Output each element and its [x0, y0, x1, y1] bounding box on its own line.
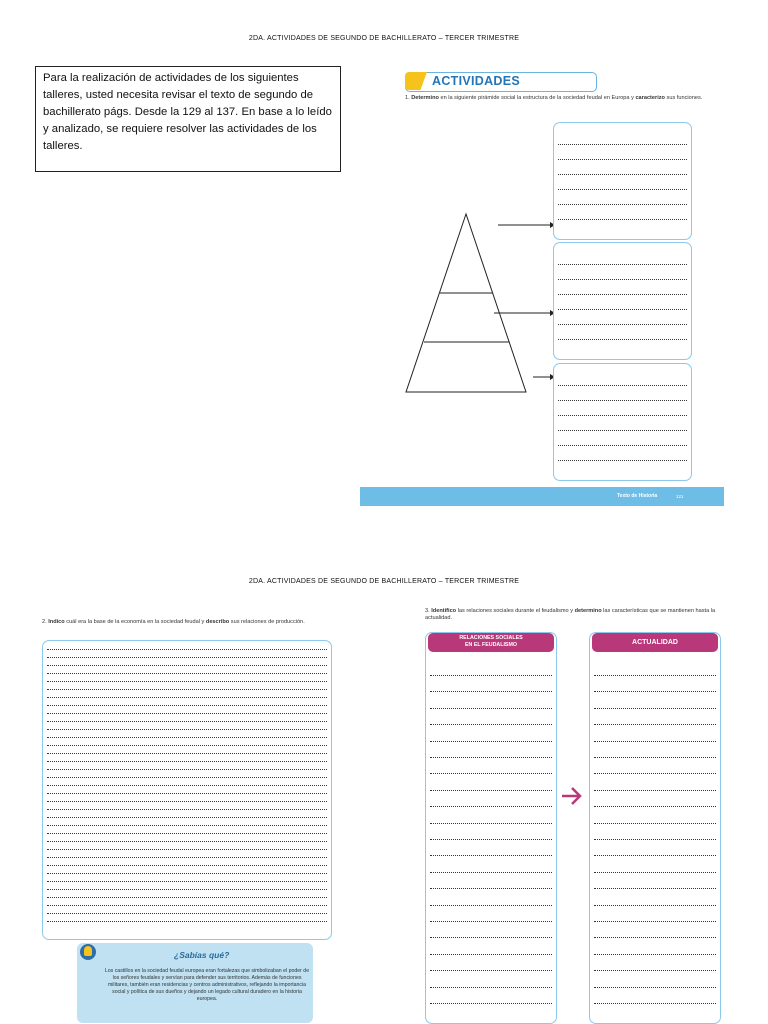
writing-line [594, 954, 716, 955]
writing-line [594, 839, 716, 840]
feudal-pyramid [400, 210, 560, 400]
feudal-relations-header [428, 633, 554, 652]
writing-line [594, 970, 716, 971]
present-day-header: ACTUALIDAD [592, 633, 718, 652]
writing-line [47, 905, 327, 906]
did-you-know-text: Los castillos en la sociedad feudal europea eran fortalezas que simbolizaban el poder de los señores feudales y servían para defender sus territorios. Además de funciones militares, también eran residencias y centros administrativos, reflejando la importancia social y política de sus dueños y dejando un legado cultural duradero en la historia europea. [104, 968, 310, 1002]
writing-line [47, 865, 327, 866]
writing-line [47, 841, 327, 842]
writing-line [47, 689, 327, 690]
answer-box-bottom[interactable] [553, 363, 692, 481]
writing-line [47, 777, 327, 778]
page2-header: 2DA. ACTIVIDADES DE SEGUNDO DE BACHILLERATO – TERCER TRIMESTRE [248, 578, 520, 585]
writing-line [47, 737, 327, 738]
q2-text-1: cuál era la base de la economía en la sociedad feudal y [64, 619, 206, 625]
writing-line [47, 657, 327, 658]
writing-line [430, 757, 552, 758]
writing-line [47, 681, 327, 682]
question-2 [42, 619, 334, 626]
writing-line [47, 849, 327, 850]
writing-line [430, 1003, 552, 1004]
writing-line [47, 649, 327, 650]
writing-line [47, 873, 327, 874]
writing-line [430, 970, 552, 971]
q2-answer-box[interactable] [42, 640, 332, 940]
did-you-know-title: ¿Sabías qué? [174, 950, 230, 960]
writing-line [430, 708, 552, 709]
activities-title: ACTIVIDADES [432, 74, 521, 88]
writing-line [47, 857, 327, 858]
writing-line [47, 721, 327, 722]
writing-line [430, 839, 552, 840]
writing-line [47, 889, 327, 890]
question-1 [405, 95, 705, 102]
writing-line [47, 921, 327, 922]
answer-box-top[interactable] [553, 122, 692, 240]
writing-line [47, 713, 327, 714]
writing-line [594, 937, 716, 938]
q3-number: 3. [425, 608, 430, 614]
writing-line [47, 753, 327, 754]
writing-line [594, 823, 716, 824]
feudal-relations-column[interactable] [425, 632, 557, 1024]
q1-number: 1. [405, 95, 410, 101]
writing-line [594, 773, 716, 774]
writing-line [47, 833, 327, 834]
writing-line [594, 741, 716, 742]
q2-verb-1: Indico [48, 619, 65, 625]
writing-line [47, 729, 327, 730]
writing-line [594, 724, 716, 725]
writing-line [47, 697, 327, 698]
writing-line [430, 691, 552, 692]
feudal-relations-header-line1: RELACIONES SOCIALES [459, 635, 523, 641]
writing-line [47, 761, 327, 762]
writing-line [430, 675, 552, 676]
q2-text-2: sus relaciones de producción. [229, 619, 305, 625]
writing-line [47, 745, 327, 746]
writing-line [594, 987, 716, 988]
writing-line [430, 773, 552, 774]
writing-line [430, 987, 552, 988]
q1-text-2: sus funciones. [664, 95, 703, 101]
footer-page-number: 121 [676, 494, 684, 499]
writing-line [430, 724, 552, 725]
writing-line [594, 675, 716, 676]
right-arrow-icon [560, 785, 584, 807]
writing-line [594, 691, 716, 692]
writing-line [47, 705, 327, 706]
writing-line [47, 897, 327, 898]
writing-line [430, 905, 552, 906]
writing-line [430, 954, 552, 955]
q1-verb-2: caracterizo [635, 95, 665, 101]
writing-line [594, 905, 716, 906]
writing-line [47, 817, 327, 818]
writing-line [430, 888, 552, 889]
writing-line [430, 790, 552, 791]
pyramid-outline [406, 214, 526, 392]
writing-line [430, 806, 552, 807]
footer-book-title: Texto de Historia [617, 493, 658, 499]
writing-line [47, 913, 327, 914]
q3-verb-2: determino [574, 608, 602, 614]
writing-line [594, 708, 716, 709]
writing-line [430, 921, 552, 922]
writing-line [47, 793, 327, 794]
writing-line [430, 872, 552, 873]
writing-line [430, 741, 552, 742]
writing-line [594, 806, 716, 807]
writing-line [594, 790, 716, 791]
writing-line [594, 757, 716, 758]
page1-header: 2DA. ACTIVIDADES DE SEGUNDO DE BACHILLERATO – TERCER TRIMESTRE [248, 35, 520, 42]
writing-line [594, 921, 716, 922]
writing-line [47, 673, 327, 674]
q3-verb-1: Identifico [431, 608, 457, 614]
page1-footer-bar [360, 487, 724, 506]
writing-line [430, 937, 552, 938]
writing-line [47, 665, 327, 666]
writing-line [47, 785, 327, 786]
writing-line [47, 769, 327, 770]
writing-line [430, 823, 552, 824]
lightbulb-icon-glass [84, 946, 92, 956]
writing-line [47, 801, 327, 802]
q3-text-2: las características que se mantienen hasta la actualidad. [425, 608, 716, 621]
writing-line [594, 855, 716, 856]
writing-line [594, 888, 716, 889]
feudal-relations-header-line2: EN EL FEUDALISMO [465, 642, 517, 648]
q1-verb-1: Determino [411, 95, 439, 101]
writing-line [47, 809, 327, 810]
writing-line [430, 855, 552, 856]
writing-line [594, 1003, 716, 1004]
question-3 [425, 608, 725, 622]
q2-number: 2. [42, 619, 47, 625]
q1-text-1: en la siguiente pirámide social la estructura de la sociedad feudal en Europa y [438, 95, 636, 101]
intro-instructions: Para la realización de actividades de los siguientes talleres, usted necesita revisar el texto de segundo de bachillerato págs. Desde la 129 al 137. En base a lo leído y analizado, se requiere resolver las actividades de los talleres. [35, 66, 341, 172]
answer-box-middle[interactable] [553, 242, 692, 360]
present-day-column[interactable] [589, 632, 721, 1024]
writing-line [594, 872, 716, 873]
q3-text-1: las relaciones sociales durante el feudalismo y [456, 608, 575, 614]
writing-line [47, 825, 327, 826]
q2-verb-2: describo [205, 619, 230, 625]
writing-line [47, 881, 327, 882]
